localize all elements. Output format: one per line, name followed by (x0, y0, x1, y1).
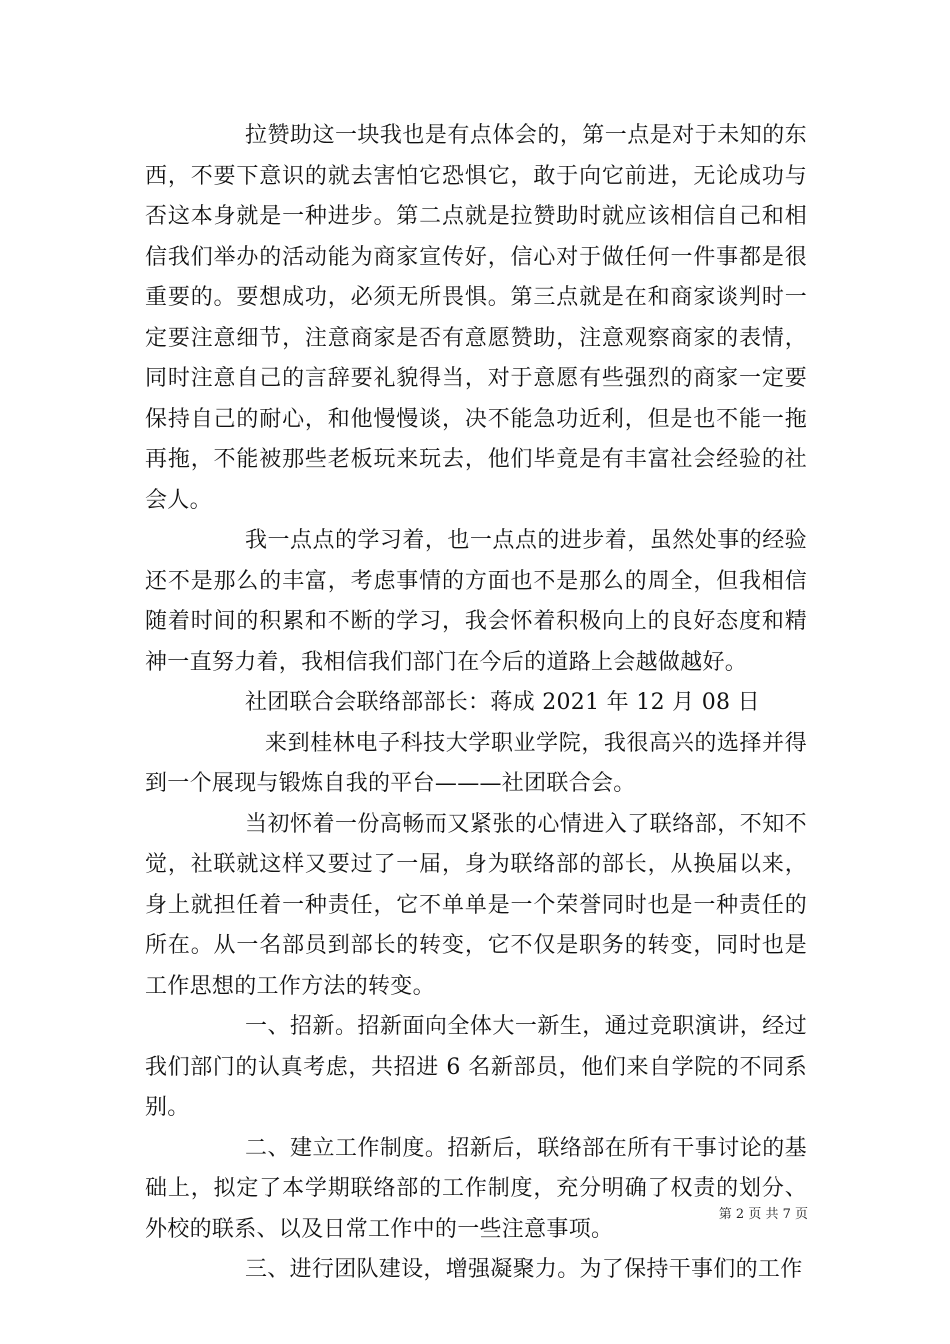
document-body (145, 116, 807, 1291)
paragraph-joining-department: 当初怀着一份高畅而又紧张的心情进入了联络部，不知不觉，社联就这样又要过了一届，身为联络部的部长，从换届以来，身上就担任着一种责任，它不单单是一个荣誉同时也是一种责任的所在。从一名部员到部长的转变，它不仅是职务的转变，同时也是工作思想的工作方法的转变。 (145, 811, 807, 999)
paragraph-learning-progress: 我一点点的学习着，也一点点的进步着，虽然处事的经验还不是那么的丰富，考虑事情的方面也不是那么的周全，但我相信随着时间的积累和不断的学习，我会怀着积极向上的良好态度和精神一直努力着，我相信我们部门在今后的道路上会越做越好。 (145, 528, 807, 675)
paragraph-signature: 社团联合会联络部部长：蒋成 2021 年 12 月 08 日 (245, 690, 760, 715)
paragraph-sponsorship-experience: 拉赞助这一块我也是有点体会的，第一点是对于未知的东西，不要下意识的就去害怕它恐惧它，敢于向它前进，无论成功与否这本身就是一种进步。第二点就是拉赞助时就应该相信自己和相信我们举办的活动能为商家宣传好，信心对于做任何一件事都是很重要的。要想成功，必须无所畏惧。第三点就是在和商家谈判时一定要注意细节，注意商家是否有意愿赞助，注意观察商家的表情，同时注意自己的言辞要礼貌得当，对于意愿有些强烈的商家一定要保持自己的耐心，和他慢慢谈，决不能急功近利，但是也不能一拖再拖，不能被那些老板玩来玩去，他们毕竟是有丰富社会经验的社会人。 (145, 123, 807, 513)
paragraph-introduction: 来到桂林电子科技大学职业学院，我很高兴的选择并得到一个展现与锻炼自我的平台———社团联合会。 (145, 730, 807, 796)
paragraph-recruitment: 一、招新。招新面向全体大一新生，通过竞职演讲，经过我们部门的认真考虑，共招进 6 名新部员，他们来自学院的不同系别。 (145, 1014, 807, 1120)
paragraph-team-building: 三、进行团队建设，增强凝聚力。为了保持干事们的工作 (245, 1257, 803, 1282)
paragraph-work-system: 二、建立工作制度。招新后，联络部在所有干事讨论的基础上，拟定了本学期联络部的工作制度，充分明确了权责的划分、外校的联系、以及日常工作中的一些注意事项。 (145, 1135, 807, 1242)
page-number-footer: 第 2 页 共 7 页 (718, 1207, 808, 1222)
